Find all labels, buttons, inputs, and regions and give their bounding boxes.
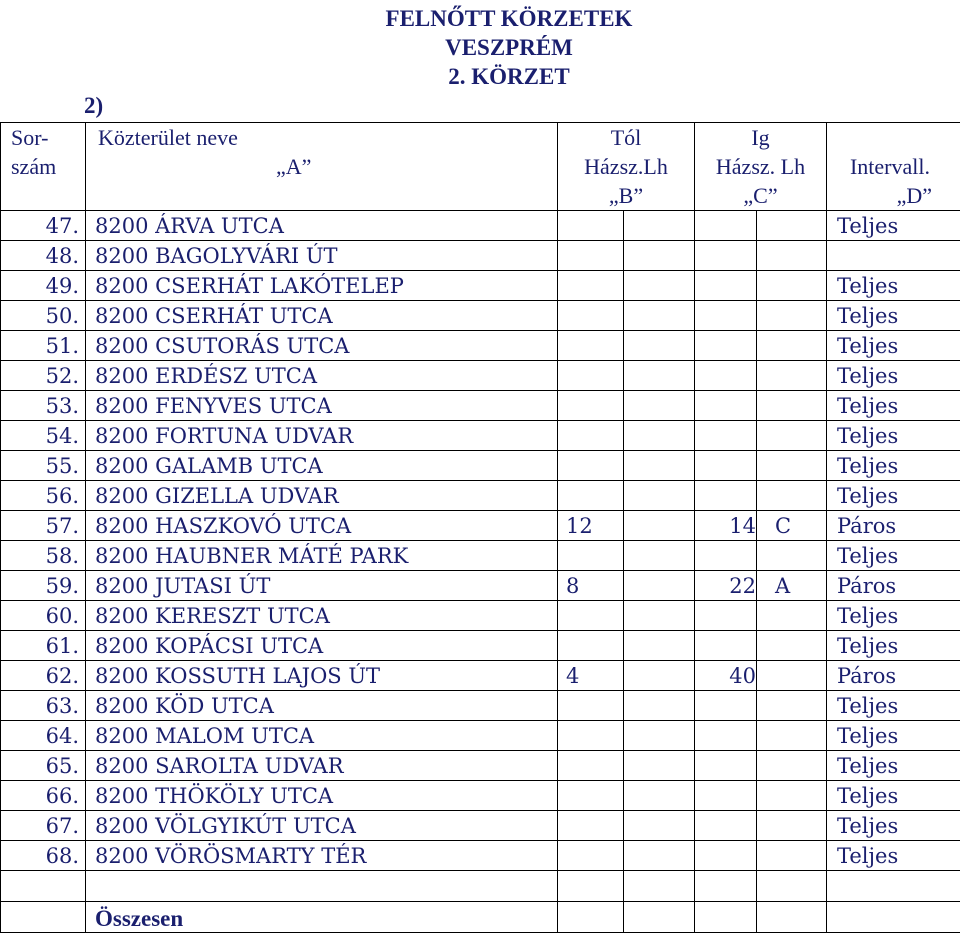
street-name: 8200 CSERHÁT UTCA xyxy=(86,301,558,331)
column-header-name-label: Közterület neve xyxy=(98,125,238,150)
interval-type: Teljes xyxy=(827,481,960,511)
to-house-letter: C xyxy=(757,511,827,541)
street-name: 8200 JUTASI ÚT xyxy=(86,571,558,601)
interval-type: Teljes xyxy=(827,811,960,841)
from-house-number xyxy=(558,841,624,871)
from-house-number xyxy=(558,211,624,241)
to-house-letter xyxy=(757,691,827,721)
blank-row xyxy=(1,871,960,902)
empty-cell xyxy=(827,871,960,902)
row-number: 47. xyxy=(1,211,86,241)
table-row xyxy=(1,841,960,871)
interval-type: Teljes xyxy=(827,271,960,301)
table-row xyxy=(1,751,960,781)
from-house-letter xyxy=(624,631,695,661)
column-header-interval-code: „D” xyxy=(896,183,932,208)
street-name: 8200 VÖLGYIKÚT UTCA xyxy=(86,811,558,841)
to-house-letter xyxy=(757,631,827,661)
interval-type: Páros xyxy=(827,571,960,601)
row-number: 48. xyxy=(1,241,86,271)
row-number: 53. xyxy=(1,391,86,421)
column-header-to-line2: Házsz. Lh xyxy=(715,154,806,179)
total-label: Összesen xyxy=(95,906,184,931)
from-house-number xyxy=(558,271,624,301)
street-name: 8200 MALOM UTCA xyxy=(86,721,558,751)
street-name: 8200 GIZELLA UDVAR xyxy=(86,481,558,511)
row-number: 66. xyxy=(1,781,86,811)
from-house-letter xyxy=(624,601,695,631)
from-house-number xyxy=(558,541,624,571)
table-row xyxy=(1,481,960,511)
to-house-letter xyxy=(757,811,827,841)
to-house-letter xyxy=(757,841,827,871)
to-house-letter xyxy=(757,421,827,451)
interval-type: Teljes xyxy=(827,721,960,751)
from-house-letter xyxy=(624,331,695,361)
table-header-row xyxy=(1,123,960,211)
from-house-letter xyxy=(624,241,695,271)
table-row xyxy=(1,571,960,601)
table-row xyxy=(1,271,960,301)
to-house-number: 40 xyxy=(695,661,757,691)
city-title: VESZPRÉM xyxy=(445,35,573,60)
table-row xyxy=(1,691,960,721)
interval-type: Teljes xyxy=(827,331,960,361)
to-house-number xyxy=(695,361,757,391)
to-house-letter xyxy=(757,301,827,331)
empty-cell xyxy=(757,902,827,933)
from-house-letter xyxy=(624,841,695,871)
district-title: 2. KÖRZET xyxy=(448,64,570,89)
to-house-letter xyxy=(757,331,827,361)
street-name: 8200 KOSSUTH LAJOS ÚT xyxy=(86,661,558,691)
street-name: 8200 BAGOLYVÁRI ÚT xyxy=(86,241,558,271)
street-name: 8200 THÖKÖLY UTCA xyxy=(86,781,558,811)
to-house-letter xyxy=(757,781,827,811)
row-number: 54. xyxy=(1,421,86,451)
empty-cell xyxy=(757,871,827,902)
row-number: 67. xyxy=(1,811,86,841)
from-house-letter xyxy=(624,211,695,241)
streets-table xyxy=(0,122,960,933)
from-house-letter xyxy=(624,781,695,811)
to-house-number xyxy=(695,751,757,781)
to-house-number xyxy=(695,601,757,631)
row-number: 61. xyxy=(1,631,86,661)
from-house-number xyxy=(558,391,624,421)
column-header-interval-label: Intervall. xyxy=(849,154,930,179)
row-number: 51. xyxy=(1,331,86,361)
to-house-letter xyxy=(757,751,827,781)
empty-cell xyxy=(695,902,757,933)
to-house-letter: A xyxy=(757,571,827,601)
table-row xyxy=(1,661,960,691)
interval-type: Teljes xyxy=(827,781,960,811)
interval-type: Páros xyxy=(827,661,960,691)
column-header-number-line2: szám xyxy=(11,154,57,179)
empty-cell xyxy=(1,871,86,902)
row-number: 56. xyxy=(1,481,86,511)
to-house-number: 14 xyxy=(695,511,757,541)
to-house-letter xyxy=(757,271,827,301)
table-row xyxy=(1,421,960,451)
interval-type: Teljes xyxy=(827,841,960,871)
from-house-letter xyxy=(624,481,695,511)
from-house-number xyxy=(558,811,624,841)
from-house-letter xyxy=(624,271,695,301)
column-header-to-code: „C” xyxy=(743,183,778,208)
to-house-number xyxy=(695,811,757,841)
street-name: 8200 ÁRVA UTCA xyxy=(86,211,558,241)
street-name: 8200 FORTUNA UDVAR xyxy=(86,421,558,451)
table-row xyxy=(1,811,960,841)
to-house-number xyxy=(695,691,757,721)
empty-cell xyxy=(624,871,695,902)
street-name: 8200 FENYVES UTCA xyxy=(86,391,558,421)
street-name: 8200 KERESZT UTCA xyxy=(86,601,558,631)
table-row xyxy=(1,601,960,631)
to-house-letter xyxy=(757,391,827,421)
interval-type: Teljes xyxy=(827,541,960,571)
empty-cell xyxy=(558,902,624,933)
to-house-number xyxy=(695,631,757,661)
table-row xyxy=(1,781,960,811)
column-header-number-line1: Sor- xyxy=(11,125,49,150)
interval-type: Páros xyxy=(827,511,960,541)
from-house-number xyxy=(558,721,624,751)
from-house-letter xyxy=(624,811,695,841)
total-row xyxy=(1,902,960,933)
table-row xyxy=(1,631,960,661)
section-number: 2) xyxy=(84,93,104,118)
from-house-letter xyxy=(624,511,695,541)
from-house-letter xyxy=(624,691,695,721)
row-number: 64. xyxy=(1,721,86,751)
empty-cell xyxy=(86,871,558,902)
interval-type: Teljes xyxy=(827,751,960,781)
table-row xyxy=(1,511,960,541)
column-header-to xyxy=(695,123,827,211)
interval-type: Teljes xyxy=(827,391,960,421)
interval-type: Teljes xyxy=(827,361,960,391)
street-name: 8200 KÖD UTCA xyxy=(86,691,558,721)
street-name: 8200 SAROLTA UDVAR xyxy=(86,751,558,781)
from-house-letter xyxy=(624,391,695,421)
row-number: 52. xyxy=(1,361,86,391)
from-house-number xyxy=(558,361,624,391)
to-house-letter xyxy=(757,361,827,391)
from-house-number xyxy=(558,421,624,451)
to-house-letter xyxy=(757,541,827,571)
table-row xyxy=(1,391,960,421)
empty-cell xyxy=(827,902,960,933)
to-house-letter xyxy=(757,481,827,511)
column-header-from-code: „B” xyxy=(608,183,644,208)
row-number: 55. xyxy=(1,451,86,481)
table-row xyxy=(1,541,960,571)
from-house-number xyxy=(558,241,624,271)
to-house-number xyxy=(695,211,757,241)
table-row xyxy=(1,451,960,481)
from-house-number xyxy=(558,481,624,511)
to-house-number xyxy=(695,241,757,271)
empty-cell xyxy=(558,871,624,902)
table-row xyxy=(1,241,960,271)
column-header-name xyxy=(86,123,558,211)
empty-cell xyxy=(1,902,86,933)
interval-type: Teljes xyxy=(827,211,960,241)
from-house-letter xyxy=(624,721,695,751)
column-header-to-line1: Ig xyxy=(751,125,770,150)
interval-type: Teljes xyxy=(827,631,960,661)
row-number: 57. xyxy=(1,511,86,541)
table-row xyxy=(1,301,960,331)
to-house-letter xyxy=(757,601,827,631)
street-name: 8200 KOPÁCSI UTCA xyxy=(86,631,558,661)
to-house-number xyxy=(695,391,757,421)
column-header-number xyxy=(1,123,86,211)
from-house-letter xyxy=(624,421,695,451)
column-header-interval xyxy=(827,123,960,211)
street-name: 8200 ERDÉSZ UTCA xyxy=(86,361,558,391)
to-house-letter xyxy=(757,721,827,751)
interval-type: Teljes xyxy=(827,301,960,331)
to-house-number xyxy=(695,841,757,871)
column-header-from-line2: Házsz.Lh xyxy=(584,154,668,179)
row-number: 59. xyxy=(1,571,86,601)
document-title: FELNŐTT KÖRZETEK xyxy=(385,6,633,31)
column-header-from-line1: Tól xyxy=(610,125,642,150)
to-house-letter xyxy=(757,211,827,241)
table-row xyxy=(1,211,960,241)
to-house-number xyxy=(695,451,757,481)
row-number: 60. xyxy=(1,601,86,631)
from-house-number xyxy=(558,601,624,631)
from-house-number: 12 xyxy=(558,511,624,541)
to-house-number xyxy=(695,781,757,811)
from-house-number xyxy=(558,301,624,331)
street-name: 8200 HAUBNER MÁTÉ PARK xyxy=(86,541,558,571)
from-house-letter xyxy=(624,301,695,331)
street-name: 8200 CSERHÁT LAKÓTELEP xyxy=(86,271,558,301)
row-number: 65. xyxy=(1,751,86,781)
to-house-number xyxy=(695,481,757,511)
from-house-letter xyxy=(624,361,695,391)
table-row xyxy=(1,721,960,751)
interval-type xyxy=(827,241,960,271)
interval-type: Teljes xyxy=(827,451,960,481)
empty-cell xyxy=(624,902,695,933)
column-header-from xyxy=(558,123,695,211)
to-house-number xyxy=(695,721,757,751)
from-house-number xyxy=(558,631,624,661)
from-house-letter xyxy=(624,751,695,781)
to-house-number xyxy=(695,271,757,301)
from-house-number xyxy=(558,691,624,721)
interval-type: Teljes xyxy=(827,691,960,721)
column-header-name-code: „A” xyxy=(276,154,312,179)
to-house-number xyxy=(695,541,757,571)
to-house-number xyxy=(695,421,757,451)
from-house-number: 8 xyxy=(558,571,624,601)
to-house-number xyxy=(695,301,757,331)
to-house-letter xyxy=(757,661,827,691)
to-house-number xyxy=(695,331,757,361)
street-name: 8200 CSUTORÁS UTCA xyxy=(86,331,558,361)
from-house-number xyxy=(558,331,624,361)
row-number: 49. xyxy=(1,271,86,301)
from-house-number: 4 xyxy=(558,661,624,691)
to-house-letter xyxy=(757,241,827,271)
from-house-letter xyxy=(624,541,695,571)
row-number: 62. xyxy=(1,661,86,691)
to-house-letter xyxy=(757,451,827,481)
from-house-letter xyxy=(624,661,695,691)
total-cell xyxy=(86,902,558,933)
from-house-letter xyxy=(624,571,695,601)
table-row xyxy=(1,361,960,391)
street-name: 8200 GALAMB UTCA xyxy=(86,451,558,481)
from-house-number xyxy=(558,781,624,811)
from-house-number xyxy=(558,451,624,481)
row-number: 58. xyxy=(1,541,86,571)
row-number: 68. xyxy=(1,841,86,871)
table-row xyxy=(1,331,960,361)
interval-type: Teljes xyxy=(827,601,960,631)
row-number: 50. xyxy=(1,301,86,331)
interval-type: Teljes xyxy=(827,421,960,451)
row-number: 63. xyxy=(1,691,86,721)
street-name: 8200 VÖRÖSMARTY TÉR xyxy=(86,841,558,871)
to-house-number: 22 xyxy=(695,571,757,601)
from-house-letter xyxy=(624,451,695,481)
street-name: 8200 HASZKOVÓ UTCA xyxy=(86,511,558,541)
from-house-number xyxy=(558,751,624,781)
empty-cell xyxy=(695,871,757,902)
